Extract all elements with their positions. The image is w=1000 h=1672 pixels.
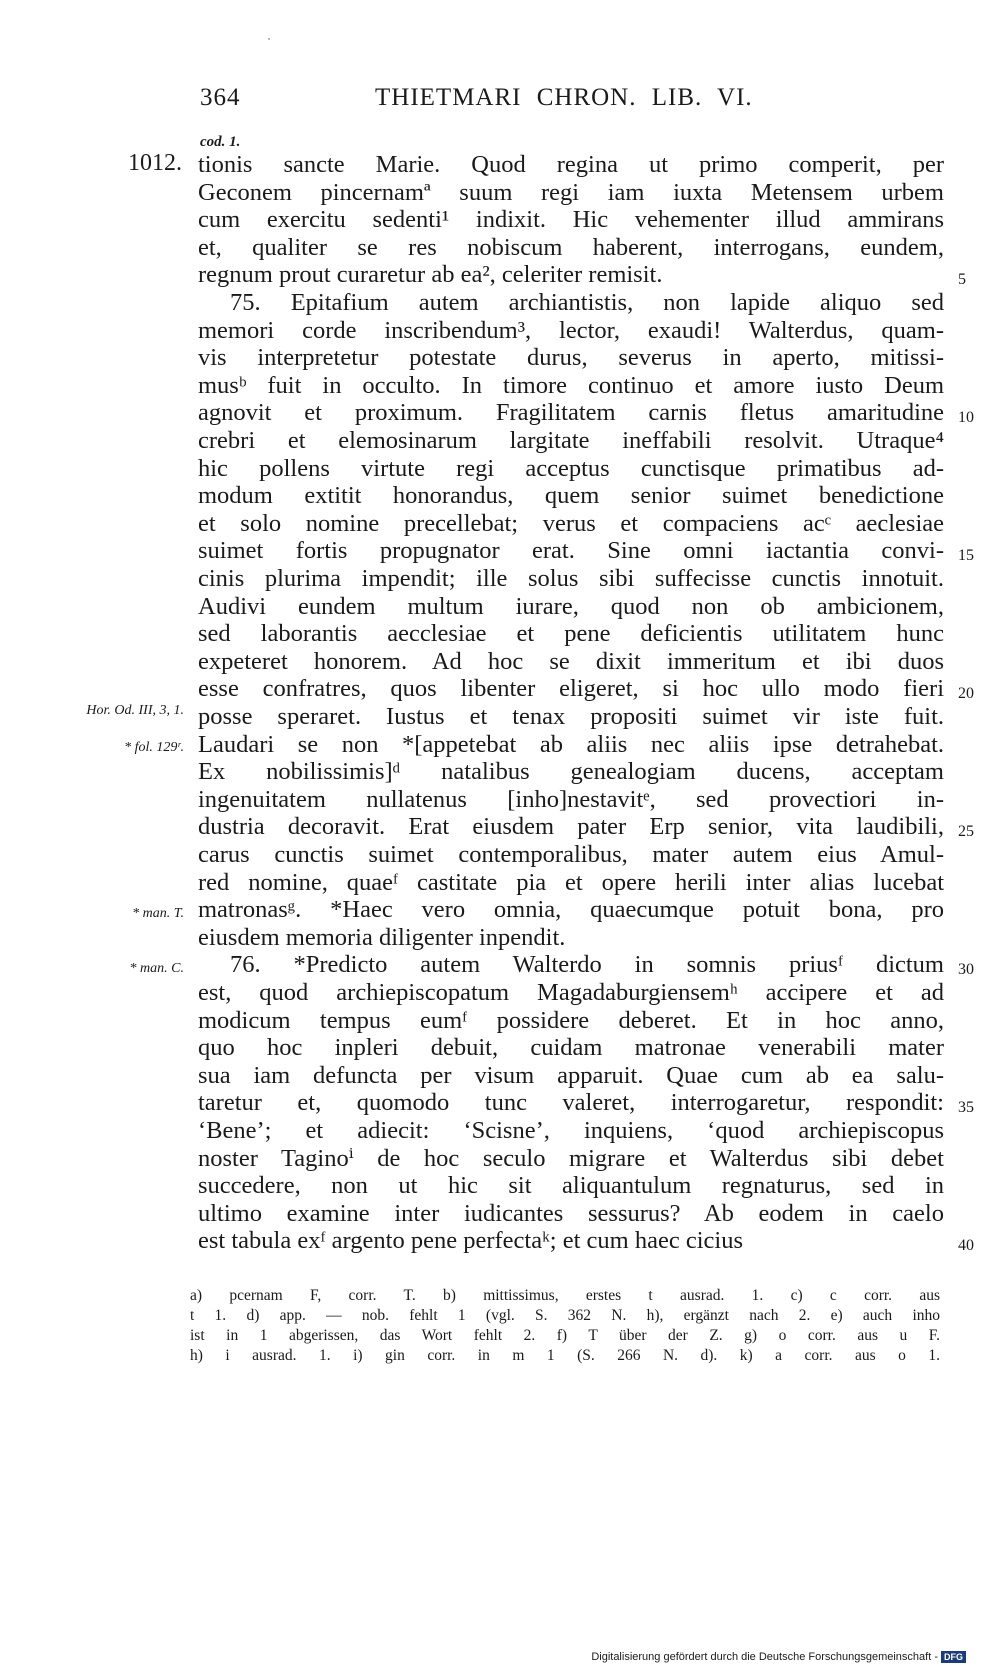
footnote-line: a) pcernam F, corr. T. b) mittissimus, erstes t ausrad. 1. c) c corr. aus bbox=[190, 1287, 940, 1304]
text-line: dustria decoravit. Erat eiusdem pater Erp senior, vita laudibili, bbox=[198, 813, 944, 841]
line-number: 25 bbox=[958, 823, 974, 840]
margin-note-horace: Hor. Od. III, 3, 1. bbox=[86, 703, 184, 718]
line-number: 15 bbox=[958, 547, 974, 564]
line-number: 10 bbox=[958, 409, 974, 426]
text-line: agnovit et proximum. Fragilitatem carnis fletus amaritudine bbox=[198, 399, 944, 427]
text-line: eiusdem memoria diligenter inpendit. bbox=[198, 923, 566, 951]
footnote-line: h) i ausrad. 1. i) gin corr. in m 1 (S. 266 N. d). k) a corr. aus o 1. bbox=[190, 1347, 940, 1364]
running-title: THIETMARI CHRON. LIB. VI. bbox=[375, 84, 753, 111]
text-line: crebri et elemosinarum largitate ineffabili resolvit. Utraque⁴ bbox=[198, 427, 944, 454]
text-line: est tabula exᶠ argento pene perfectaᵏ; et cum haec cicius bbox=[198, 1227, 743, 1255]
text-line: carus cunctis suimet contemporalibus, mater autem eius Amul- bbox=[198, 841, 944, 868]
line-number: 20 bbox=[958, 685, 974, 702]
line-number: 30 bbox=[958, 961, 974, 978]
page-number: 364 bbox=[200, 84, 241, 111]
text-line: esse confratres, quos libenter eligeret, si hoc ullo modo fieri bbox=[198, 675, 944, 703]
text-line: 75. Epitafium autem archiantistis, non lapide aliquo sed bbox=[230, 289, 944, 316]
margin-note-hand-t: * man. T. bbox=[132, 906, 184, 921]
text-line: cinis plurima impendit; ille solus sibi suffecisse cunctis innotuit. bbox=[198, 565, 944, 592]
text-line: 76. *Predicto autem Walterdo in somnis priusᶠ dictum bbox=[230, 951, 944, 979]
text-line: Ex nobilissimis]ᵈ natalibus genealogiam ducens, acceptam bbox=[198, 758, 944, 786]
text-line: et, qualiter se res nobiscum haberent, interrogans, eundem, bbox=[198, 233, 944, 261]
text-line: matronasᵍ. *Haec vero omnia, quaecumque potuit bona, pro bbox=[198, 896, 944, 924]
text-line: tionis sancte Marie. Quod regina ut primo comperit, per bbox=[198, 151, 944, 178]
text-line: Laudari se non *[appetebat ab aliis nec aliis ipse detrahebat. bbox=[198, 730, 944, 758]
text-line: suimet fortis propugnator erat. Sine omni iactantia convi- bbox=[198, 537, 944, 565]
footnote-line: ist in 1 abgerissen, das Wort fehlt 2. f) T über der Z. g) o corr. aus u F. bbox=[190, 1327, 940, 1344]
text-line: memori corde inscribendum³, lector, exaudi! Walterdus, quam- bbox=[198, 316, 944, 344]
text-line: modum extitit honorandus, quem senior suimet benedictione bbox=[198, 482, 944, 510]
text-line: modicum tempus eumᶠ possidere deberet. Et in hoc anno, bbox=[198, 1006, 944, 1034]
text-line: expeteret honorem. Ad hoc se dixit immeritum et ibi duos bbox=[198, 647, 944, 675]
text-line: quo hoc inpleri debuit, cuidam matronae venerabili mater bbox=[198, 1034, 944, 1062]
line-number: 40 bbox=[958, 1237, 974, 1254]
line-number: 35 bbox=[958, 1099, 974, 1116]
year-marker: 1012. bbox=[128, 150, 182, 176]
codex-note: cod. 1. bbox=[200, 134, 241, 150]
text-line: red nomine, quaeᶠ castitate pia et opere herili inter alias lucebat bbox=[198, 868, 944, 896]
text-line: ultimo examine inter iudicantes sessurus? Ab eodem in caelo bbox=[198, 1199, 944, 1227]
text-line: sua iam defuncta per visum apparuit. Quae cum ab ea salu- bbox=[198, 1061, 944, 1089]
dfg-logo: DFG bbox=[941, 1651, 966, 1663]
text-line: regnum prout curaretur ab ea², celeriter remisit. bbox=[198, 261, 663, 289]
text-line: ‘Bene’; et adiecit: ‘Scisne’, inquiens, ‘quod archiepiscopus bbox=[198, 1117, 944, 1144]
text-line: Audivi eundem multum iurare, quod non ob ambicionem, bbox=[198, 592, 944, 620]
text-line: sed laborantis aecclesiae et pene deficientis utilitatem hunc bbox=[198, 620, 944, 648]
line-number: 5 bbox=[958, 271, 966, 288]
text-line: succedere, non ut hic sit aliquantulum regnaturus, sed in bbox=[198, 1172, 944, 1200]
footnote-line: t 1. d) app. — nob. fehlt 1 (vgl. S. 362 N. h), ergänzt nach 2. e) auch inho bbox=[190, 1307, 940, 1324]
text-line: est, quod archiepiscopatum Magadaburgiensemʰ accipere et ad bbox=[198, 979, 944, 1006]
text-line: cum exercitu sedenti¹ indixit. Hic vehementer illud ammirans bbox=[198, 206, 944, 234]
digitization-credit bbox=[591, 1651, 966, 1663]
credit-text: Digitalisierung gefördert durch die Deutsche Forschungsgemeinschaft - bbox=[591, 1651, 938, 1663]
scan-speck bbox=[268, 38, 270, 40]
margin-note-folio: * fol. 129ʳ. bbox=[124, 740, 184, 755]
text-line: et solo nomine precellebat; verus et compaciens acᶜ aeclesiae bbox=[198, 509, 944, 537]
margin-note-hand-c: * man. C. bbox=[129, 961, 184, 976]
text-line: noster Taginoⁱ de hoc seculo migrare et Walterdus sibi debet bbox=[198, 1144, 944, 1172]
text-line: ingenuitatem nullatenus [inho]nestavitᵉ, sed provectiori in- bbox=[198, 785, 944, 813]
text-line: taretur et, quomodo tunc valeret, interrogaretur, respondit: bbox=[198, 1089, 944, 1117]
text-line: Geconem pincernamª suum regi iam iuxta Metensem urbem bbox=[198, 178, 944, 206]
text-line: vis interpretetur potestate durus, severus in aperto, mitissi- bbox=[198, 344, 944, 372]
text-line: hic pollens virtute regi acceptus cunctisque primatibus ad- bbox=[198, 454, 944, 482]
text-line: posse speraret. Iustus et tenax propositi suimet vir iste fuit. bbox=[198, 703, 944, 730]
text-line: musᵇ fuit in occulto. In timore continuo et amore iusto Deum bbox=[198, 371, 944, 399]
